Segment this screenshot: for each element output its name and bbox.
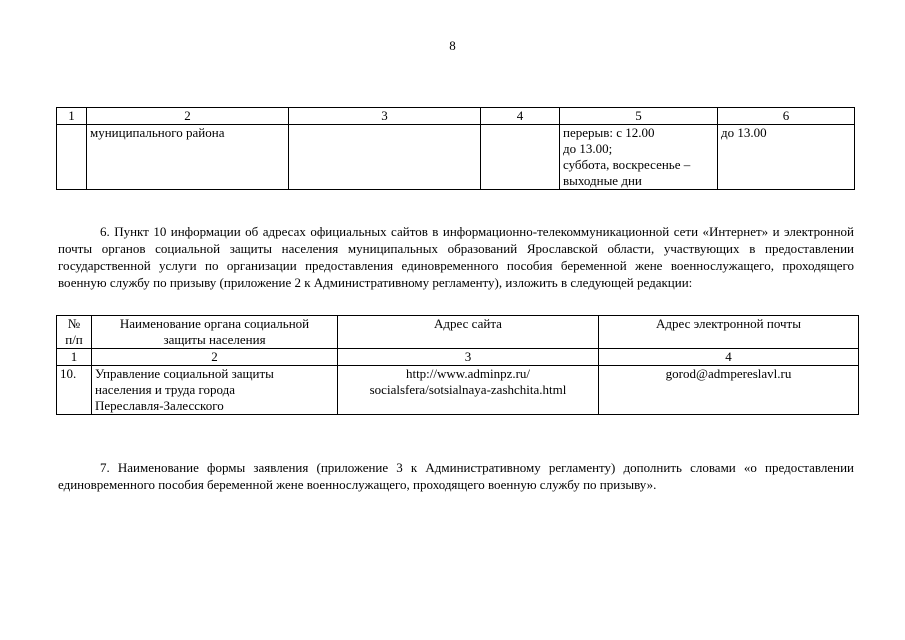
- table-column-numbers-row: [57, 349, 859, 366]
- header-number: [57, 316, 92, 349]
- paragraph-item-7: [58, 459, 854, 493]
- site-link-line[interactable]: socialsfera/sotsialnaya-zashchita.html: [369, 382, 567, 397]
- column-number-5: 5: [560, 108, 718, 125]
- agency-name: [92, 366, 338, 415]
- table-row: [57, 125, 855, 190]
- paragraph-text: 6. Пункт 10 информации об адресах официальных сайтов в информационно-телекоммуникационной сети «Интернет» и электронной почты органов социальной защиты населения муниципальных образований Ярославской области, участвующих в предоставлении государственной услуги по организации предоставления единовременного пособия беременной жене военнослужащего, проходящего военную службу по призыву (приложение 2 к Административному регламенту), изложить в следующей редакции:: [58, 224, 854, 290]
- site-link-line[interactable]: http://www.adminpz.ru/: [405, 366, 531, 381]
- column-number-3: 3: [338, 349, 599, 366]
- column-number-2: 2: [92, 349, 338, 366]
- table-header-row: [57, 316, 859, 349]
- websites-table: [56, 315, 859, 415]
- header-site-address: Адрес сайта: [338, 316, 599, 349]
- site-link[interactable]: [338, 366, 599, 415]
- column-number-1: 1: [57, 108, 87, 125]
- schedule-table-continuation: [56, 107, 855, 190]
- cell-schedule: [560, 125, 718, 190]
- page-number: 8: [449, 38, 456, 53]
- schedule-line: выходные дни: [563, 173, 642, 188]
- header-email-address: Адрес электронной почты: [599, 316, 859, 349]
- schedule-line: перерыв: с 12.00: [563, 125, 655, 140]
- column-number-4: 4: [481, 108, 560, 125]
- column-number-3: 3: [289, 108, 481, 125]
- cell-break-end: до 13.00: [718, 125, 855, 190]
- header-number-line: №: [67, 316, 81, 331]
- header-agency-line: Наименование органа социальной: [119, 316, 310, 331]
- schedule-line: до 13.00;: [563, 141, 613, 156]
- cell-empty: [57, 125, 87, 190]
- header-agency-line: защиты населения: [163, 332, 266, 347]
- agency-name-line: населения и труда города: [95, 382, 236, 397]
- agency-name-line: Управление социальной защиты: [95, 366, 274, 381]
- column-number-4: 4: [599, 349, 859, 366]
- cell-district: муниципального района: [87, 125, 289, 190]
- cell-empty: [481, 125, 560, 190]
- column-number-1: 1: [57, 349, 92, 366]
- agency-name-line: Переславля-Залесского: [95, 398, 224, 413]
- table-header-row: [57, 108, 855, 125]
- email-link[interactable]: gorod@admpereslavl.ru: [599, 366, 859, 415]
- cell-empty: [289, 125, 481, 190]
- header-agency-name: [92, 316, 338, 349]
- paragraph-text: 7. Наименование формы заявления (приложение 3 к Административному регламенту) дополнить словами «о предоставлении единовременного пособия беременной жене военнослужащего, проходящего военную службу по призыву».: [58, 460, 854, 492]
- paragraph-item-6: [58, 223, 854, 291]
- column-number-6: 6: [718, 108, 855, 125]
- row-number: 10.: [57, 366, 92, 415]
- schedule-line: суббота, воскресенье –: [563, 157, 691, 172]
- table-row: [57, 366, 859, 415]
- header-number-line: п/п: [65, 332, 83, 347]
- column-number-2: 2: [87, 108, 289, 125]
